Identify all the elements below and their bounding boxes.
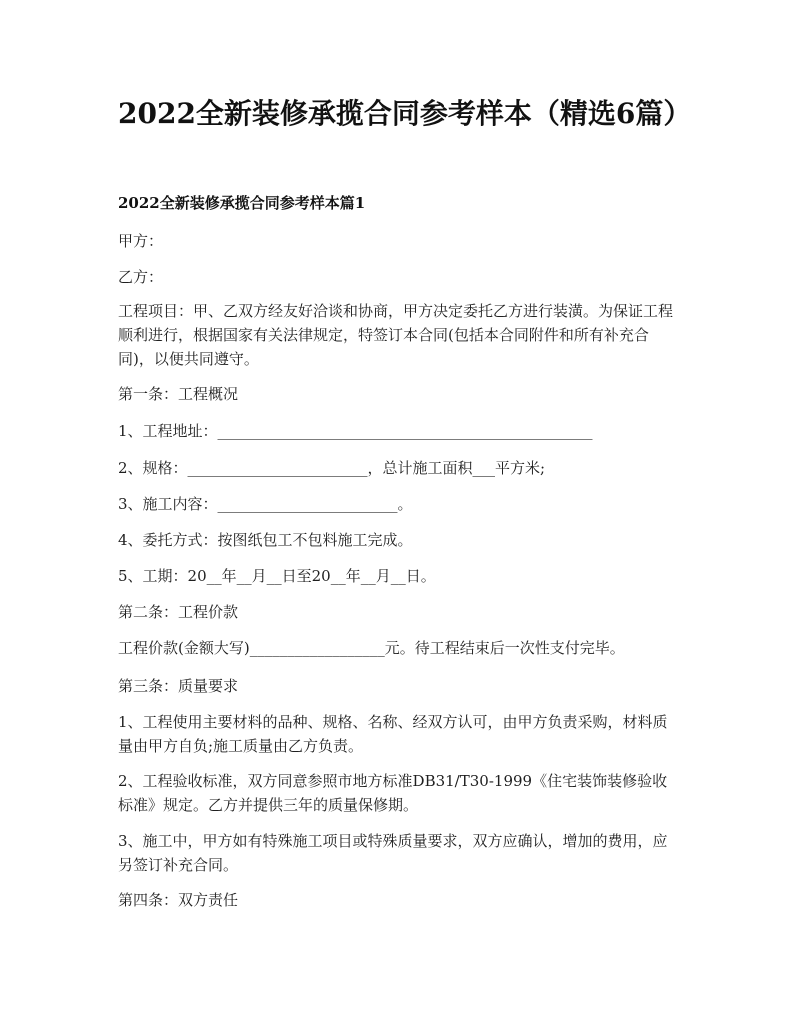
- clause-address: 1、工程地址：__________________________________________________: [118, 422, 593, 440]
- document-title: 2022全新装修承揽合同参考样本（精选6篇）: [118, 97, 692, 130]
- clause-acceptance-standard: 2、工程验收标准，双方同意参照市地方标准DB31/T30-1999《住宅装饰装修验收标准》规定。乙方并提供三年的质量保修期。: [118, 772, 668, 814]
- clause-construction-period: 5、工期：20__年__月__日至20__年__月__日。: [118, 567, 436, 585]
- clause-commission-method: 4、委托方式：按图纸包工不包料施工完成。: [118, 531, 413, 549]
- article-4-heading: 第四条：双方责任: [118, 891, 239, 909]
- article-2-heading: 第二条：工程价款: [118, 603, 239, 621]
- article-1-heading: 第一条：工程概况: [118, 385, 239, 403]
- clause-construction-content: 3、施工内容：________________________。: [118, 495, 413, 513]
- party-b-line: 乙方：: [118, 268, 164, 286]
- article-3-heading: 第三条：质量要求: [118, 677, 239, 695]
- party-a-line: 甲方：: [118, 232, 164, 250]
- section-heading: 2022全新装修承揽合同参考样本篇1: [118, 194, 366, 212]
- clause-special-requirements: 3、施工中，甲方如有特殊施工项目或特殊质量要求，双方应确认，增加的费用，应另签订补充合同。: [118, 832, 668, 874]
- clause-materials-quality: 1、工程使用主要材料的品种、规格、名称、经双方认可，由甲方负责采购，材料质量由甲方自负;施工质量由乙方负责。: [118, 713, 668, 755]
- project-paragraph: 工程项目：甲、乙双方经友好洽谈和协商，甲方决定委托乙方进行装潢。为保证工程顺利进行，根据国家有关法律规定，特签订本合同(包括本合同附件和所有补充合同)，以便共同遵守。: [118, 302, 674, 368]
- clause-specification: 2、规格：________________________，总计施工面积___平方米;: [118, 459, 546, 477]
- clause-price: 工程价款(金额大写)__________________元。待工程结束后一次性支付完毕。: [118, 639, 625, 657]
